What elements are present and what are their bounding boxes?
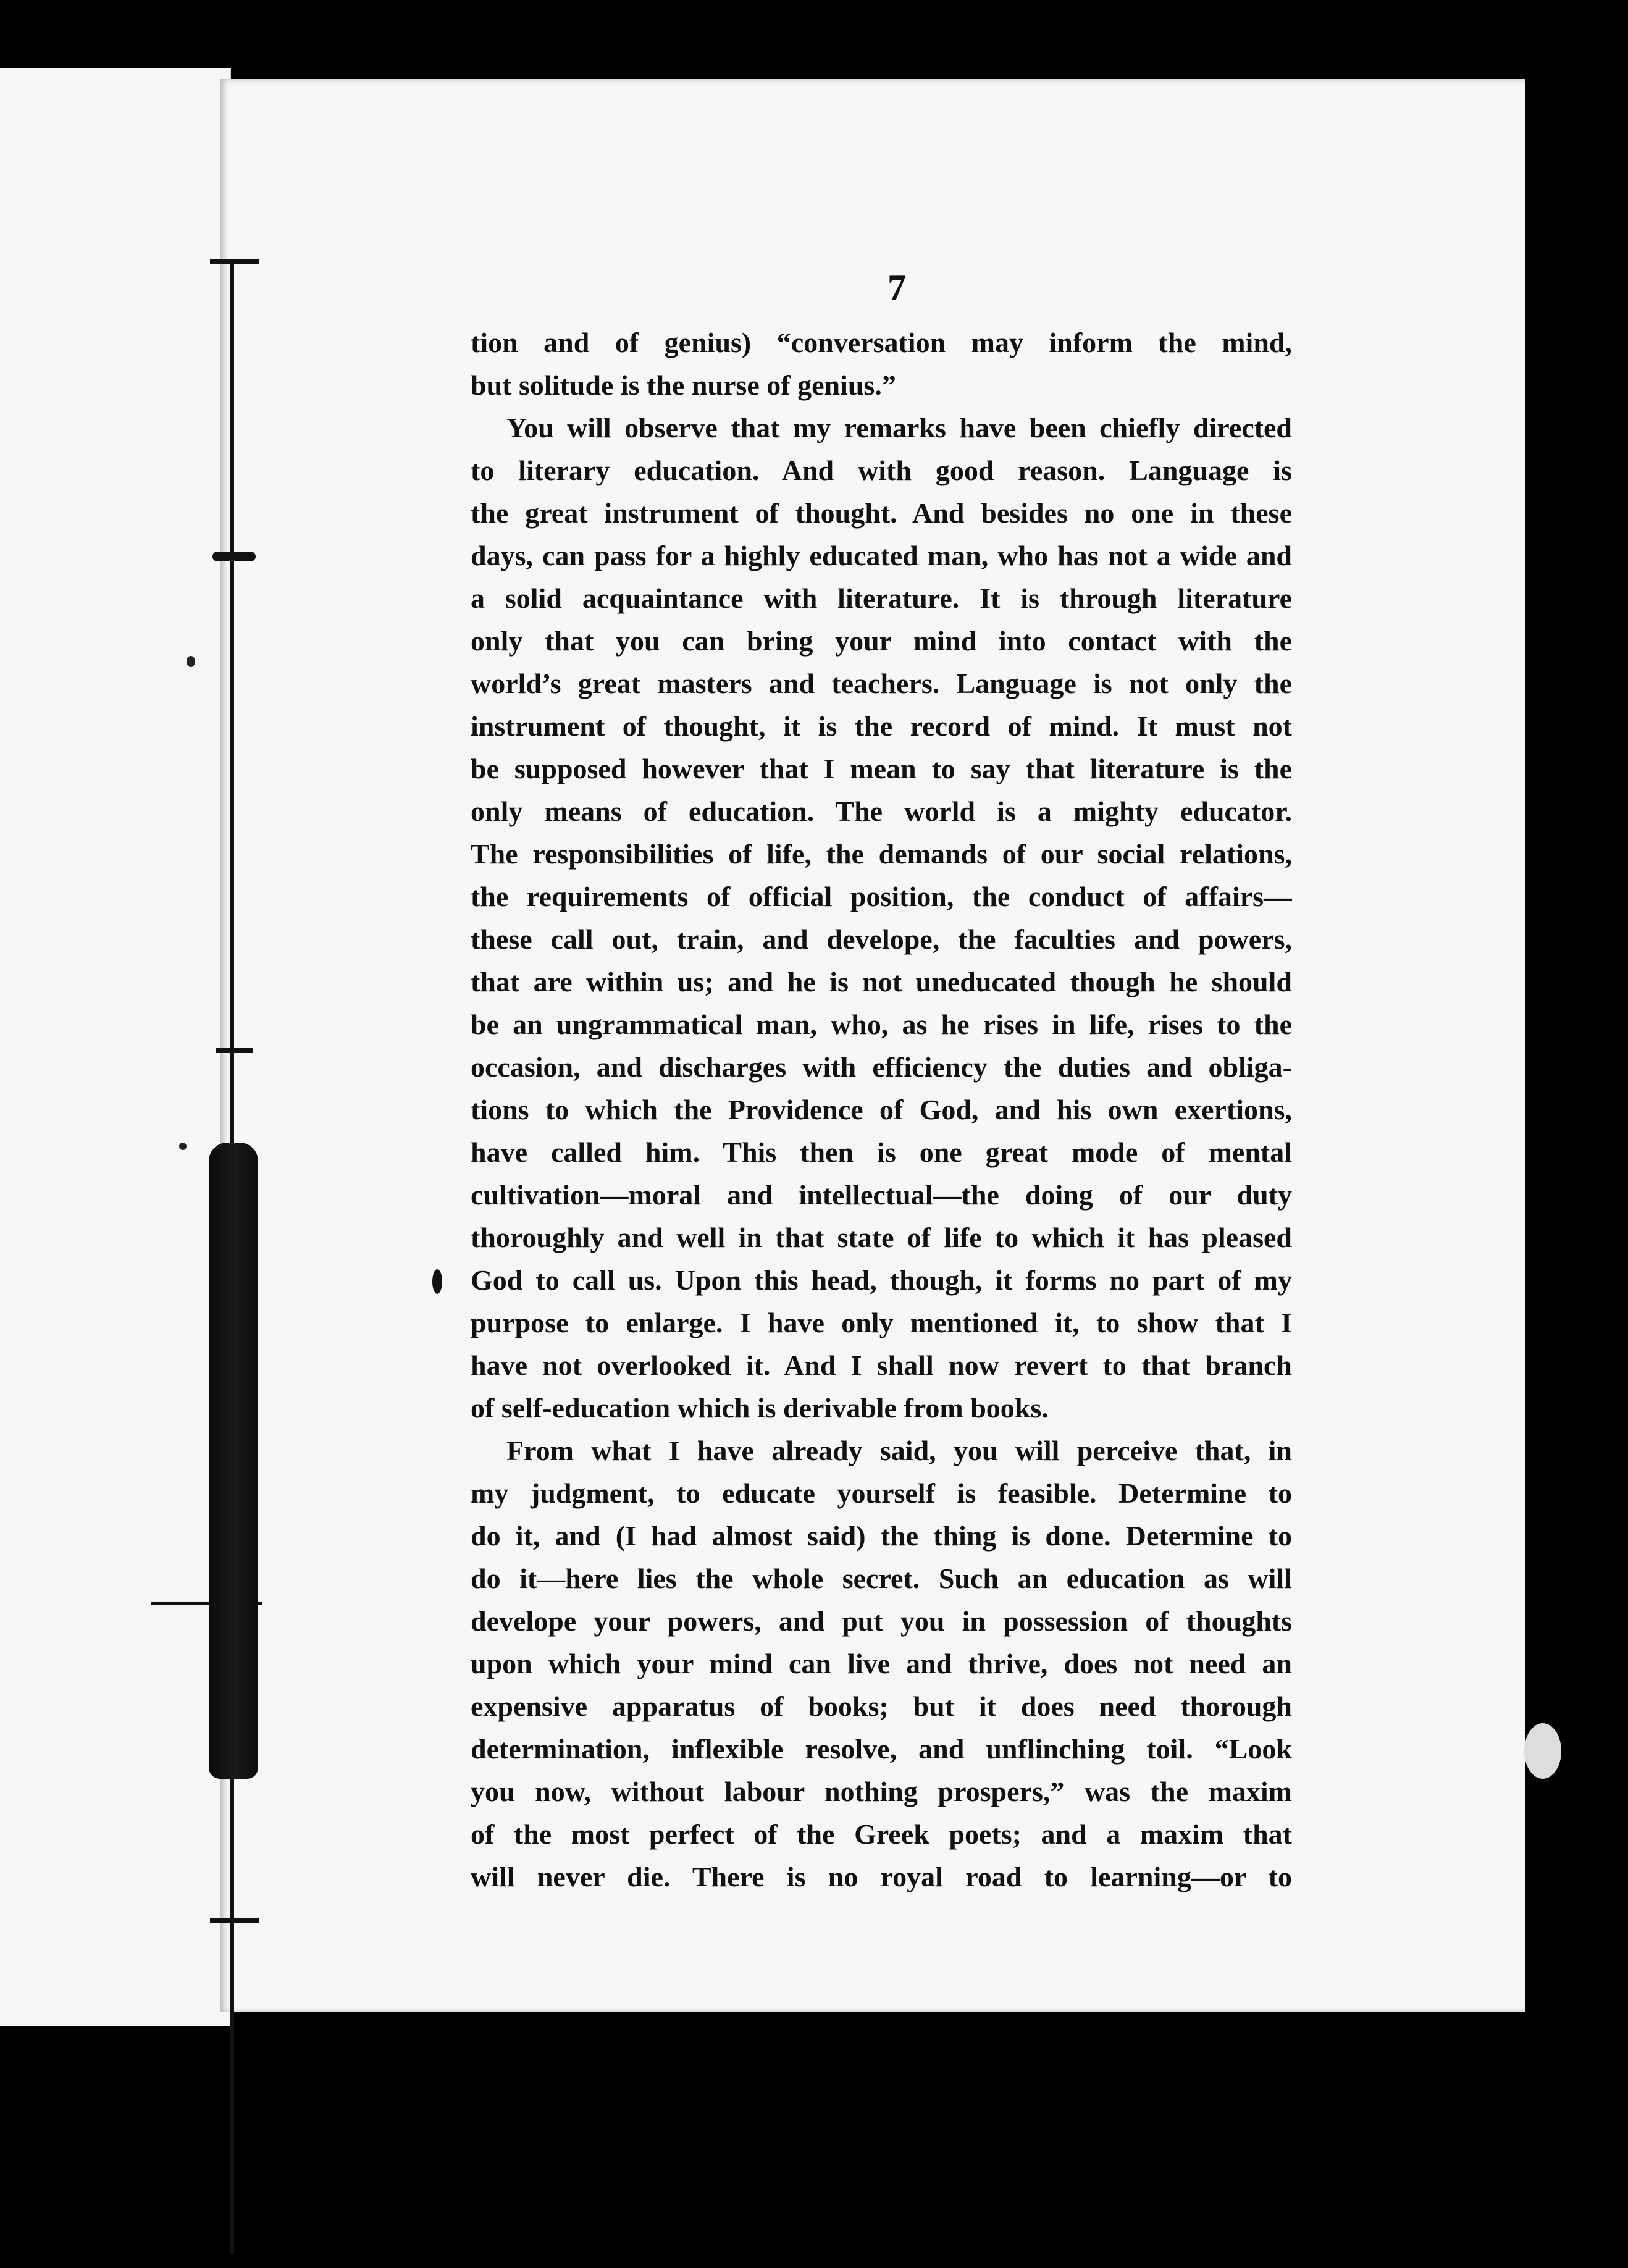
text-line: that are within us; and he is not uneducated though he should [471,966,1292,998]
ink-mark [432,1269,442,1294]
text-line: a solid acquaintance with literature. It is through literature [471,582,1292,614]
binding-mark [212,552,256,561]
text-line: thoroughly and well in that state of life to which it has pleased [471,1222,1292,1253]
text-line: the great instrument of thought. And besides no one in these [471,497,1292,529]
previous-page-edge [0,68,231,2026]
text-line: You will observe that my remarks have been chiefly directed [506,412,1292,443]
text-line: have not overlooked it. And I shall now revert to that branch [471,1350,1292,1381]
text-line: only means of education. The world is a mighty educator. [471,796,1292,827]
binding-shadow [209,1143,258,1779]
text-line: develope your powers, and put you in possession of thoughts [471,1605,1292,1637]
binding-tick [216,1048,253,1053]
text-line: you now, without labour nothing prospers,” was the maxim [471,1776,1292,1807]
text-line: will never die. There is no royal road to learning—or to [471,1861,1292,1892]
text-line: upon which your mind can live and thrive, does not need an [471,1648,1292,1679]
text-line: be an ungrammatical man, who, as he rises in life, rises to the [471,1009,1292,1040]
text-line: of the most perfect of the Greek poets; and a maxim that [471,1818,1292,1850]
binding-tick [210,1918,259,1923]
text-line: purpose to enlarge. I have only mentioned it, to show that I [471,1307,1292,1338]
text-line: be supposed however that I mean to say that literature is the [471,753,1292,784]
text-line: days, can pass for a highly educated man, who has not a wide and [471,540,1292,571]
text-line: my judgment, to educate yourself is feasible. Determine to [471,1477,1292,1509]
text-line: do it—here lies the whole secret. Such an education as will [471,1563,1292,1594]
text-line: tions to which the Providence of God, and his own exertions, [471,1094,1292,1125]
binding-tick [210,259,259,264]
text-line: The responsibilities of life, the demands of our social relations, [471,838,1292,870]
text-line: instrument of thought, it is the record of mind. It must not [471,710,1292,742]
text-line: determination, inflexible resolve, and unflinching toil. “Look [471,1733,1292,1765]
speck [179,1143,187,1150]
body-text [471,321,1292,1898]
text-line: world’s great masters and teachers. Language is not only the [471,668,1292,699]
text-line: From what I have already said, you will perceive that, in [506,1435,1292,1466]
text-line: God to call us. Upon this head, though, it forms no part of my [471,1264,1292,1296]
text-line: tion and of genius) “conversation may inform the mind, [471,327,1292,358]
text-line: occasion, and discharges with efficiency the duties and obliga- [471,1051,1292,1083]
speck [1524,1723,1561,1779]
text-line: these call out, train, and develope, the faculties and powers, [471,923,1292,955]
text-line: have called him. This then is one great mode of mental [471,1136,1292,1168]
text-line: only that you can bring your mind into contact with the [471,625,1292,657]
text-line: but solitude is the nurse of genius.” [471,369,896,401]
speck [187,656,195,667]
text-line: do it, and (I had almost said) the thing is done. Determine to [471,1520,1292,1552]
text-line: of self-education which is derivable from books. [471,1392,1049,1424]
text-line: to literary education. And with good reason. Language is [471,455,1292,486]
text-line: the requirements of official position, the conduct of affairs— [471,881,1292,912]
page-number: 7 [887,267,906,308]
text-line: expensive apparatus of books; but it does need thorough [471,1690,1292,1722]
text-line: cultivation—moral and intellectual—the doing of our duty [471,1179,1292,1211]
